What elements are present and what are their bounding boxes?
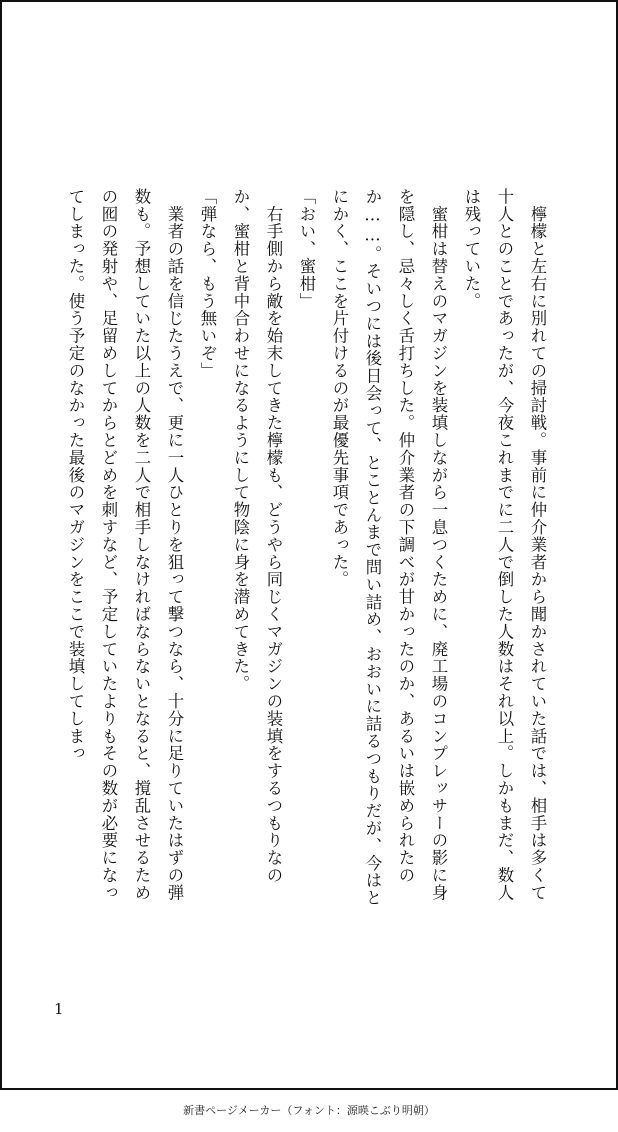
- paragraph-3: 「おい、蜜柑」: [297, 188, 316, 310]
- paragraph-1: 檸檬と左右に別れての掃討戦。事前に仲介業者から聞かされていた話では、相手は多くて十人とのことであったが、今夜これまでに二人で倒した人数はそれ以上。しかもまだ、数人は残っていた。: [462, 188, 547, 902]
- paragraph-5: 「弾なら、もう無いぞ」: [198, 188, 217, 380]
- page-number: 1: [54, 1000, 64, 1018]
- paragraph-6: 業者の話を信じたうえで、更に一人ひとりを狙って撃つなら、十分に足りていたはずの弾数も。予想していた以上の人数を二人で相手しなければならないとなると、撹乱させるための囮の発射や、足留めしてからとどめを刺すなど、予定していたよりもその数が必要になってしまった。使う予定のなかった最後のマガジンをここで装填してしまっ: [66, 188, 184, 902]
- paragraph-2: 蜜柑は替えのマガジンを装填しながら一息つくために、廃工場のコンプレッサーの影に身を隠し、忌々しく舌打ちした。仲介業者の下調べが甘かったのか、あるいは嵌められたのか……。そいつには後日会って、とことんまで問い詰め、おおいに詰るつもりだが、今はとにかく、ここを片付けるのが最優先事項であった。: [330, 188, 448, 907]
- paragraph-4: 右手側から敵を始末してきた檸檬も、どうやら同じくマガジンの装填をするつもりなのか、蜜柑と背中合わせになるようにして物陰に身を潜めてきた。: [231, 188, 283, 884]
- footer-caption: 新書ページメーカー（フォント：源暎こぶり明朝）: [183, 1104, 435, 1117]
- vertical-text-body: [59, 188, 554, 918]
